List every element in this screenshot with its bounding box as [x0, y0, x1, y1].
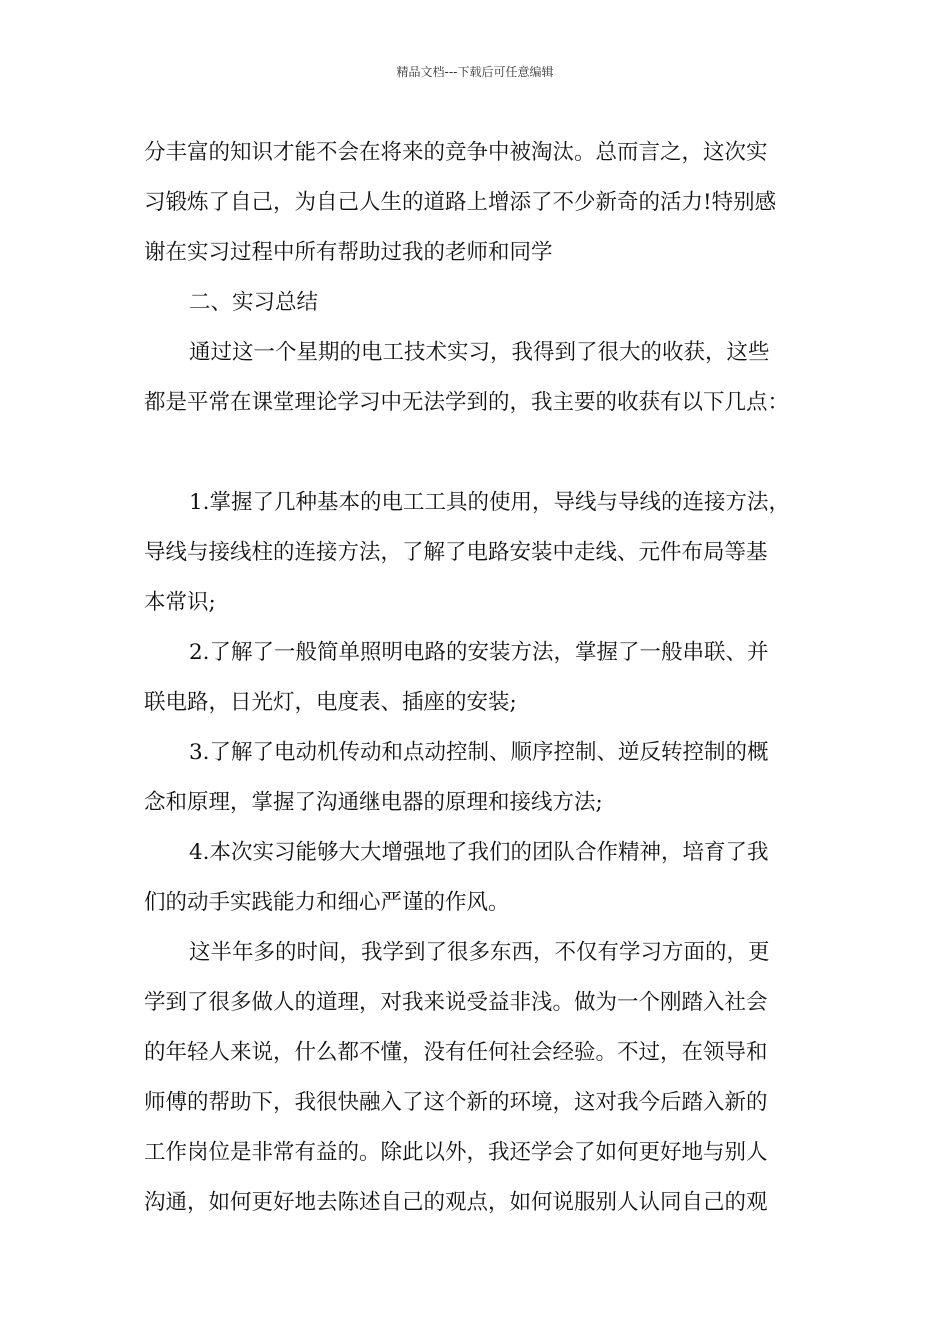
paragraph	[144, 128, 812, 278]
text-line: 谢在实习过程中所有帮助过我的老师和同学	[144, 240, 553, 265]
paragraph	[144, 928, 812, 1228]
text-line: 学到了很多做人的道理，对我来说受益非浅。做为一个刚踏入社会	[144, 990, 768, 1015]
paragraph	[144, 828, 812, 928]
document-body	[144, 128, 812, 1228]
text-line: 的年轻人来说，什么都不懂，没有任何社会经验。不过，在领导和	[144, 1040, 768, 1065]
text-line: 通过这一个星期的电工技术实习，我得到了很大的收获，这些	[189, 340, 770, 365]
page-header: 精品文档---下载后可任意编辑	[396, 65, 554, 79]
text-line: 沟通，如何更好地去陈述自己的观点，如何说服别人认同自己的观	[144, 1190, 768, 1215]
blank-line	[144, 428, 812, 478]
paragraph	[144, 328, 812, 428]
text-line: 2.了解了一般简单照明电路的安装方法，掌握了一般串联、并	[189, 640, 769, 665]
text-line: 念和原理，掌握了沟通继电器的原理和接线方法;	[144, 790, 603, 815]
text-line: 本常识;	[144, 590, 216, 615]
paragraph	[144, 278, 812, 328]
paragraph	[144, 728, 812, 828]
text-line: 分丰富的知识才能不会在将来的竞争中被淘汰。总而言之，这次实	[144, 140, 768, 165]
text-line: 习锻炼了自己，为自己人生的道路上增添了不少新奇的活力!特别感	[144, 190, 777, 215]
text-line: 3.了解了电动机传动和点动控制、顺序控制、逆反转控制的概	[189, 740, 769, 765]
paragraph	[144, 628, 812, 728]
text-line: 导线与接线柱的连接方法，了解了电路安装中走线、元件布局等基	[144, 540, 768, 565]
paragraph	[144, 478, 812, 628]
text-line: 都是平常在课堂理论学习中无法学到的，我主要的收获有以下几点：	[144, 390, 790, 415]
text-line: 1.掌握了几种基本的电工工具的使用，导线与导线的连接方法，	[189, 490, 791, 515]
text-line: 们的动手实践能力和细心严谨的作风。	[144, 890, 510, 915]
text-line: 师傅的帮助下，我很快融入了这个新的环境，这对我今后踏入新的	[144, 1090, 768, 1115]
text-line: 这半年多的时间，我学到了很多东西，不仅有学习方面的，更	[189, 940, 770, 965]
text-line: 4.本次实习能够大大增强地了我们的团队合作精神，培育了我	[189, 840, 769, 865]
text-line: 工作岗位是非常有益的。除此以外，我还学会了如何更好地与别人	[144, 1140, 768, 1165]
text-line: 二、实习总结	[189, 290, 319, 315]
text-line: 联电路，日光灯，电度表、插座的安装;	[144, 690, 517, 715]
